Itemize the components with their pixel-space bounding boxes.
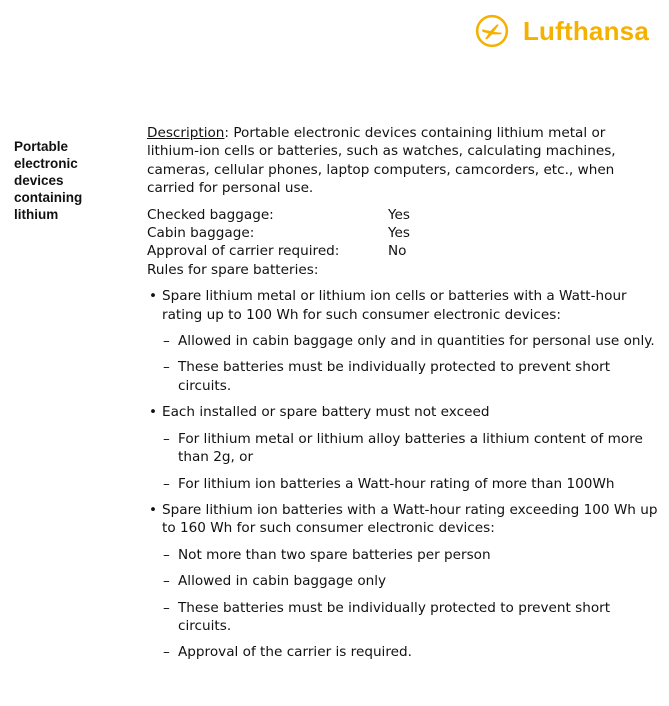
description-label: Description (147, 125, 225, 141)
allowance-value: Yes (388, 206, 410, 223)
allowance-key: Cabin baggage: (147, 225, 255, 242)
allowance-table (147, 206, 659, 261)
rule-bullet: • Spare lithium ion batteries with a Watt-hour rating exceeding 100 Wh up to 160 Wh for such consumer electronic devices: (147, 501, 659, 538)
item-category-label: Portable electronic devices containing lithium (14, 139, 83, 222)
rule-bullet: • Each installed or spare battery must not exceed (147, 403, 659, 421)
allowance-row (147, 224, 659, 242)
allowance-value: No (388, 243, 407, 260)
allowance-row (147, 206, 659, 224)
rule-sub-item: – Allowed in cabin baggage only and in quantities for personal use only. (147, 332, 659, 350)
crane-logo-icon (475, 14, 509, 48)
rule-sub-item: – Approval of the carrier is required. (147, 643, 659, 661)
allowance-value: Yes (388, 225, 410, 242)
rule-sub-item: – These batteries must be individually protected to prevent short circuits. (147, 599, 659, 636)
lufthansa-logo (475, 14, 649, 48)
rule-bullet: • Spare lithium metal or lithium ion cells or batteries with a Watt-hour rating up to 100 Wh for such consumer electronic devices: (147, 287, 659, 324)
rule-sub-item: – These batteries must be individually protected to prevent short circuits. (147, 358, 659, 395)
description-text: : Portable electronic devices containing lithium metal or lithium-ion cells or batteries, such as watches, calculating machines, cameras, cellular phones, laptop computers, camcorders, etc., when carried for personal use. (147, 125, 616, 197)
rules-title: Rules for spare batteries: (147, 261, 319, 278)
description (147, 124, 659, 198)
item-details (147, 124, 659, 662)
rule-sub-item: – For lithium ion batteries a Watt-hour rating of more than 100Wh (147, 475, 659, 493)
allowance-key: Approval of carrier required: (147, 243, 340, 260)
allowance-key: Checked baggage: (147, 206, 274, 223)
rule-sub-item: – For lithium metal or lithium alloy batteries a lithium content of more than 2g, or (147, 430, 659, 467)
brand-name: Lufthansa (522, 15, 649, 46)
rule-sub-item: – Not more than two spare batteries per person (147, 546, 659, 564)
rule-sub-item: – Allowed in cabin baggage only (147, 572, 659, 590)
allowance-row (147, 242, 659, 260)
